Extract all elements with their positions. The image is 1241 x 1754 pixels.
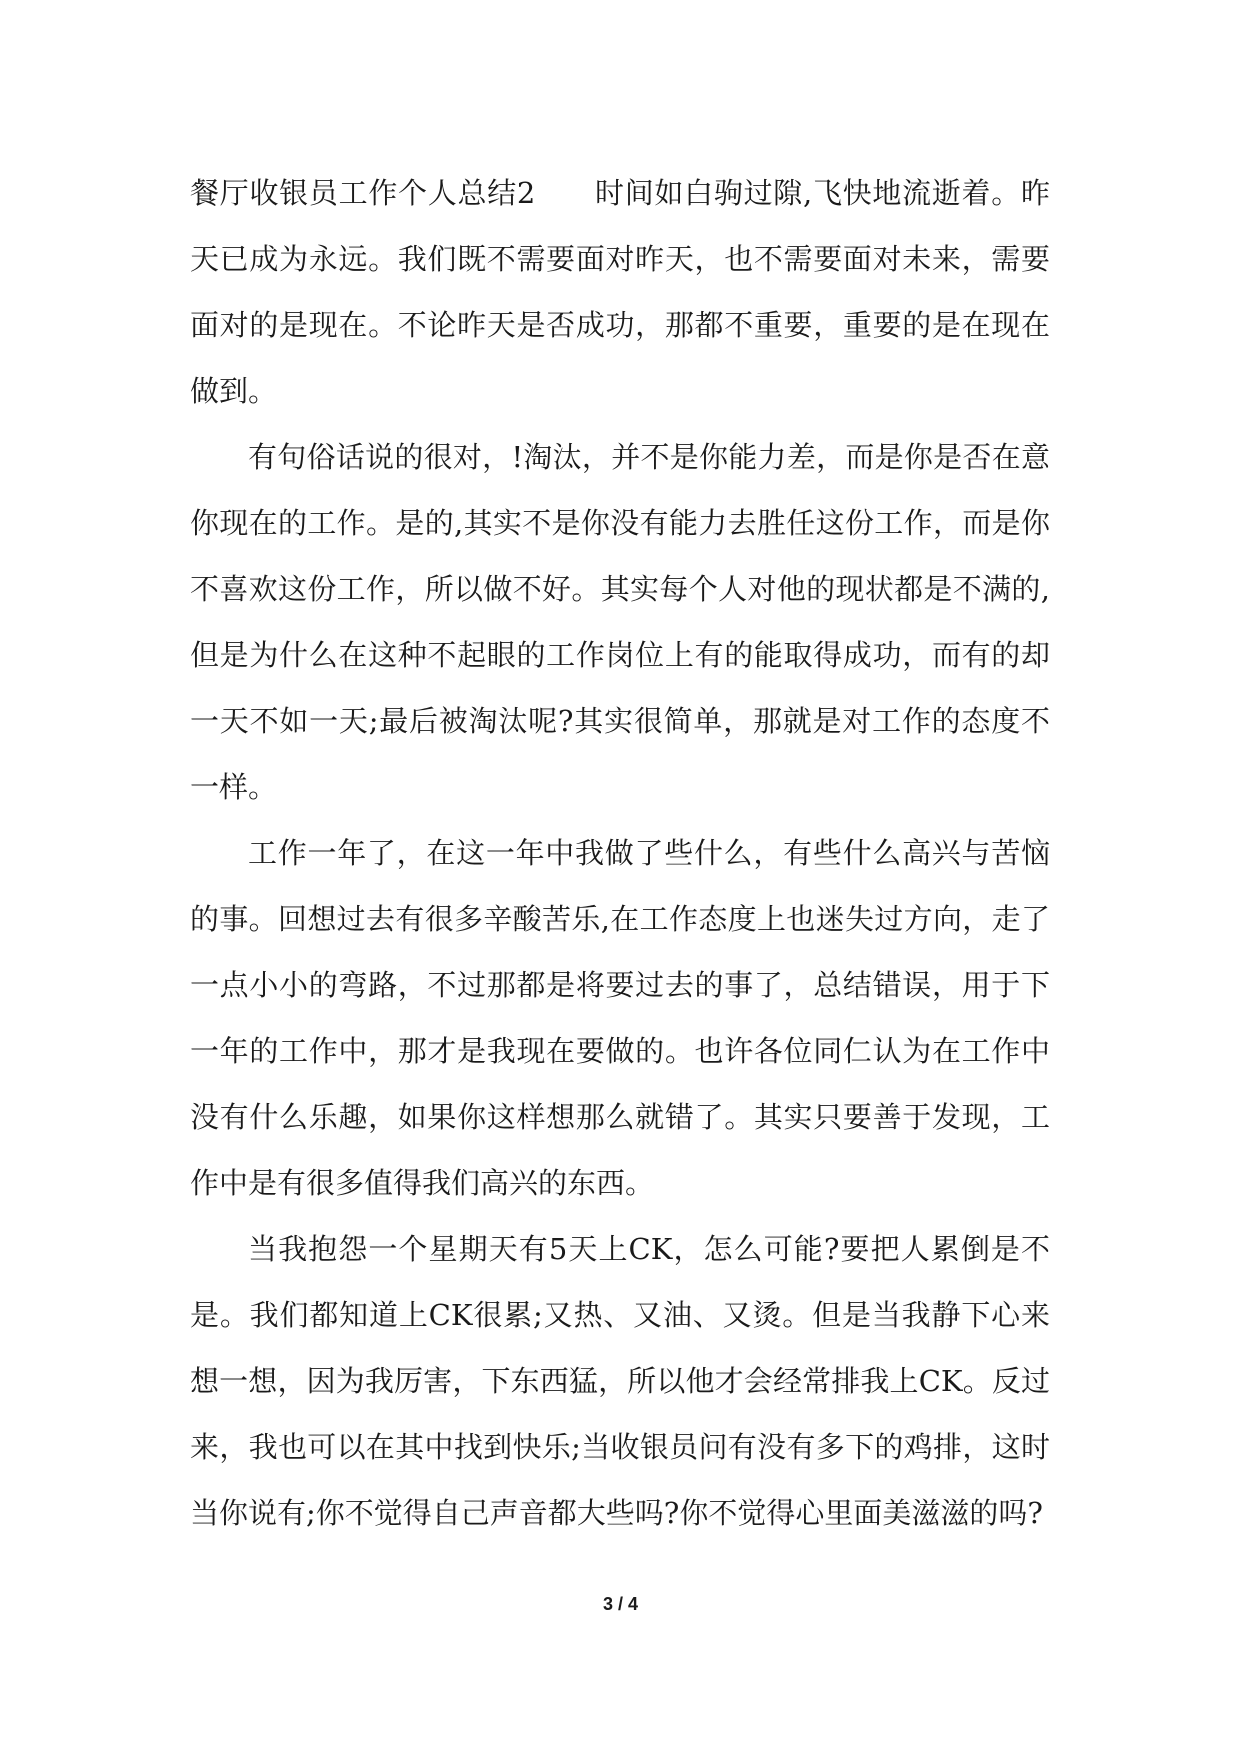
heading-gap [535,176,595,210]
paragraph: 当我抱怨一个星期天有5天上CK，怎么可能?要把人累倒是不是。我们都知道上CK很累;又热、又油、又烫。但是当我静下心来想一想，因为我厉害，下东西猛，所以他才会经常排我上CK。反过来，我也可以在其中找到快乐;当收银员问有没有多下的鸡排，这时当你说有;你不觉得自己声音都大些吗?你不觉得心里面美滋滋的吗? [190,1232,1050,1530]
document-body [190,160,1050,1546]
paragraph: 工作一年了，在这一年中我做了些什么，有些什么高兴与苦恼的事。回想过去有很多辛酸苦乐,在工作态度上也迷失过方向，走了一点小小的弯路，不过那都是将要过去的事了，总结错误，用于下一年的工作中，那才是我现在要做的。也许各位同仁认为在工作中没有什么乐趣，如果你这样想那么就错了。其实只要善于发现，工作中是有很多值得我们高兴的东西。 [190,836,1050,1200]
page-number: 3 / 4 [602,1594,639,1614]
document-heading: 餐厅收银员工作个人总结2 [190,176,536,210]
paragraph-intro [190,160,1050,424]
paragraph: 有句俗话说的很对，!淘汰，并不是你能力差，而是你是否在意你现在的工作。是的,其实不是你没有能力去胜任这份工作，而是你不喜欢这份工作，所以做不好。其实每个人对他的现状都是不满的,但是为什么在这种不起眼的工作岗位上有的能取得成功，而有的却一天不如一天;最后被淘汰呢?其实很简单，那就是对工作的态度不一样。 [190,440,1050,804]
paragraph-text: 时间如白驹过隙,飞快地流逝着。昨天已成为永远。我们既不需要面对昨天，也不需要面对未来，需要面对的是现在。不论昨天是否成功，那都不重要，重要的是在现在做到。 [190,176,1050,408]
